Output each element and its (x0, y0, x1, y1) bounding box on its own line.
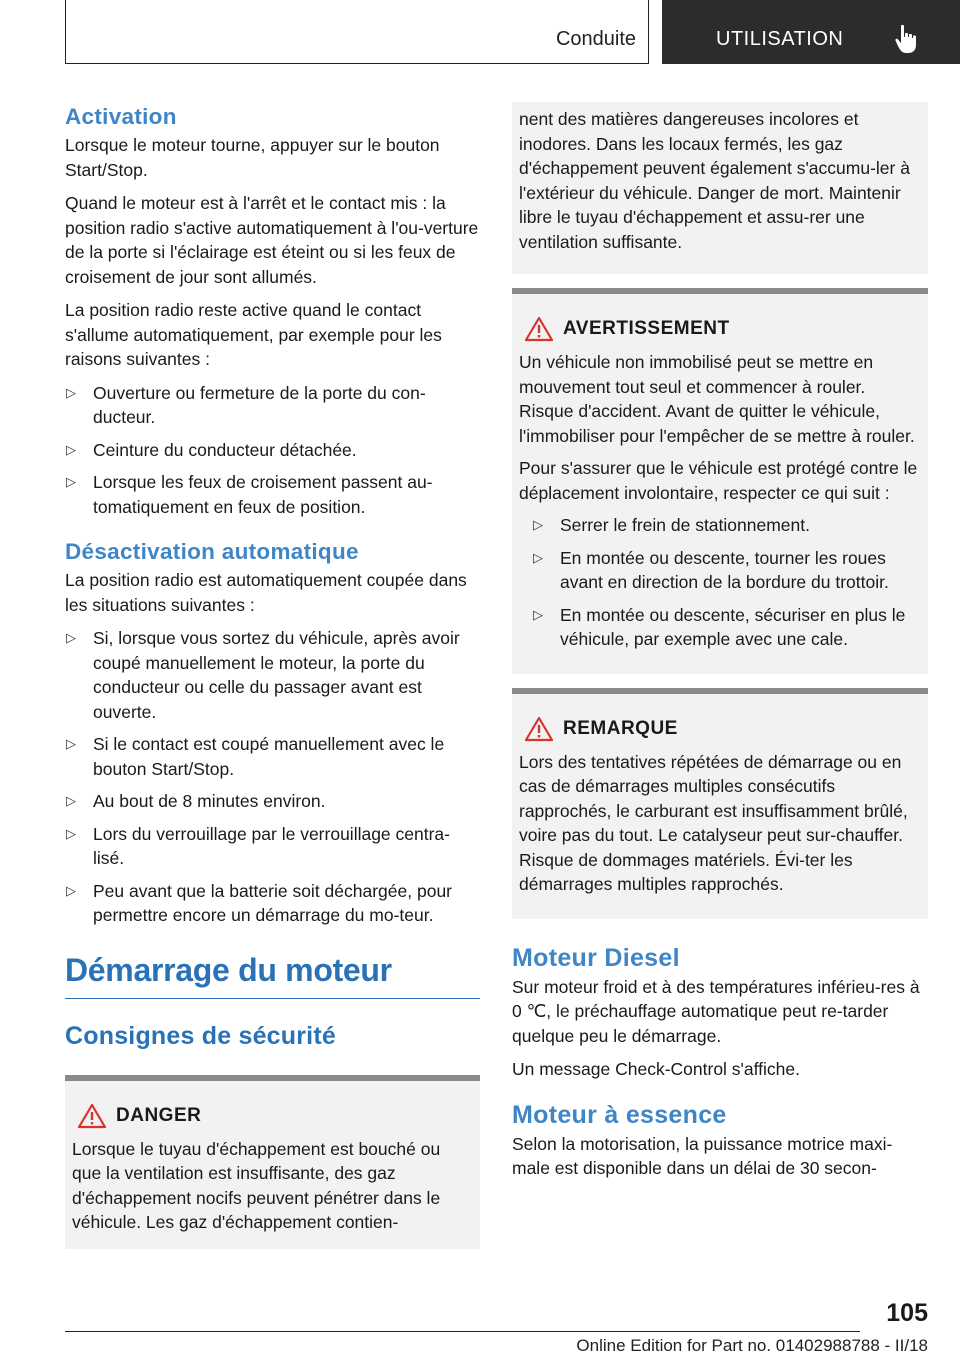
danger-text: Lorsque le tuyau d'échappement est bouché ou que la ventilation est insuffisante, des gaz d'échappement nocifs peuvent pénétrer dans le véhicule. Les gaz d'échappement contien- (72, 1138, 441, 1232)
danger-box (65, 1075, 480, 1249)
list-item: ▷ Ouverture ou fermeture de la porte du con-ducteur. (66, 382, 426, 427)
note-text: Lors des tentatives répétées de démarrage ou en cas de démarrages multiples consécutifs rapprochés, le carburant est insuffisamment brûlé, voire pas du tout. Le catalyseur peut sur-chauffer. Risque de dommages matériels. Évi-ter les démarrages multiples rapprochés. (519, 751, 908, 894)
bullet-triangle-icon: ▷ (533, 517, 543, 532)
safety-heading: Consignes de sécurité (65, 1021, 336, 1050)
diesel-paragraph-2: Un message Check-Control s'affiche. (512, 1059, 801, 1079)
right-column (512, 102, 928, 1190)
bullet-triangle-icon: ▷ (533, 606, 543, 622)
list-item: ▷ Si, lorsque vous sortez du véhicule, après avoir coupé manuellement le moteur, la porte du conducteur ou celle du passager avant est ouverte. (66, 628, 460, 722)
page-number: 105 (886, 1299, 928, 1327)
list-item: ▷ Lorsque les feux de croisement passent au-tomatiquement en feux de position. (66, 472, 433, 517)
activation-heading: Activation (65, 104, 177, 129)
petrol-heading: Moteur à essence (512, 1100, 727, 1129)
bullet-triangle-icon: ▷ (66, 793, 76, 808)
activation-paragraph-3: La position radio reste active quand le contact s'allume automatiquement, par exemple pour les raisons suivantes : (65, 300, 442, 369)
danger-title: DANGER (116, 1104, 202, 1126)
pointing-hand-icon (895, 24, 921, 54)
start-engine-heading: Démarrage du moteur (65, 950, 480, 999)
warning-paragraph-2: Pour s'assurer que le véhicule est protégé contre le déplacement involontaire, respecter ce qui suit : (519, 458, 918, 503)
bullet-triangle-icon: ▷ (66, 630, 76, 645)
deactivation-paragraph: La position radio est automatiquement coupée dans les situations suivantes : (65, 570, 467, 615)
warning-title: AVERTISSEMENT (563, 318, 730, 339)
activation-list (65, 381, 480, 520)
note-box (512, 688, 928, 919)
danger-text-continued: nent des matières dangereuses incolores et inodores. Dans les locaux fermés, les gaz d'échappement peuvent également s'accumu-ler à l'extérieur du véhicule. Danger de mort. Maintenir libre le tuyau d'échappement et assu-rer une ventilation suffisante. (519, 109, 910, 252)
list-item: ▷ Au bout de 8 minutes environ. (65, 789, 480, 814)
deactivation-heading: Désactivation automatique (65, 539, 359, 564)
list-item: ▷ Serrer le frein de stationnement. (532, 513, 921, 538)
diesel-heading: Moteur Diesel (512, 943, 680, 972)
header-section-title: Conduite (555, 28, 636, 50)
list-item: ▷ Ceinture du conducteur détachée. (65, 438, 480, 463)
bullet-triangle-icon: ▷ (533, 549, 543, 565)
list-item: ▷ Si le contact est coupé manuellement avec le bouton Start/Stop. (66, 734, 445, 779)
diesel-paragraph-1: Sur moteur froid et à des températures inférieu-res à 0 ℃, le préchauffage automatique peut re-tarder quelque peu le démarrage. (512, 976, 920, 1046)
bullet-triangle-icon: ▷ (66, 474, 76, 489)
footer-edition: Online Edition for Part no. 01402988788 - II/18 (576, 1336, 928, 1355)
warning-box (512, 288, 928, 674)
header-chapter-tab[interactable] (662, 0, 960, 64)
warning-triangle-icon (77, 1103, 107, 1129)
list-item: ▷ En montée ou descente, sécuriser en plus le véhicule, par exemple avec une cale. (533, 604, 906, 649)
bullet-triangle-icon: ▷ (66, 736, 76, 751)
bullet-triangle-icon: ▷ (66, 882, 76, 898)
left-column (65, 102, 480, 1249)
bullet-triangle-icon: ▷ (66, 441, 76, 457)
bullet-triangle-icon: ▷ (66, 384, 76, 400)
header-middle-rule (648, 0, 649, 64)
footer-rule (65, 1331, 860, 1332)
note-title: REMARQUE (563, 717, 678, 739)
header-left-rule (65, 0, 66, 64)
list-item: ▷ En montée ou descente, tourner les roues avant en direction de la bordure du trottoir. (533, 547, 889, 592)
warning-triangle-icon (524, 316, 554, 342)
activation-paragraph-2: Quand le moteur est à l'arrêt et le contact mis : la position radio s'active automatiquement à l'ou-verture de la porte si l'éclairage est éteint ou si les feux de croisement de jour sont allumés. (65, 193, 479, 287)
header-chapter-label: UTILISATION (716, 28, 844, 50)
warning-list (532, 513, 921, 652)
list-item: ▷ Peu avant que la batterie soit déchargée, pour permettre encore un démarrage du mo-teur. (66, 880, 452, 925)
warning-triangle-icon (524, 716, 554, 742)
warning-paragraph-1: Un véhicule non immobilisé peut se mettre en mouvement tout seul et commencer à rouler. Risque d'accident. Avant de quitter le véhicule, l'immobiliser pour l'empêcher de se mettre à rouler. (519, 352, 915, 446)
petrol-paragraph-1: Selon la motorisation, la puissance motrice maxi-male est disponible dans un délai de 30 secon- (512, 1133, 893, 1178)
bullet-triangle-icon: ▷ (66, 825, 76, 841)
danger-box-continued (512, 102, 928, 274)
list-item: ▷ Lors du verrouillage par le verrouillage centra-lisé. (66, 823, 450, 868)
activation-paragraph-1: Lorsque le moteur tourne, appuyer sur le bouton Start/Stop. (65, 135, 440, 180)
deactivation-list (65, 626, 480, 928)
header-bottom-rule (65, 63, 649, 64)
